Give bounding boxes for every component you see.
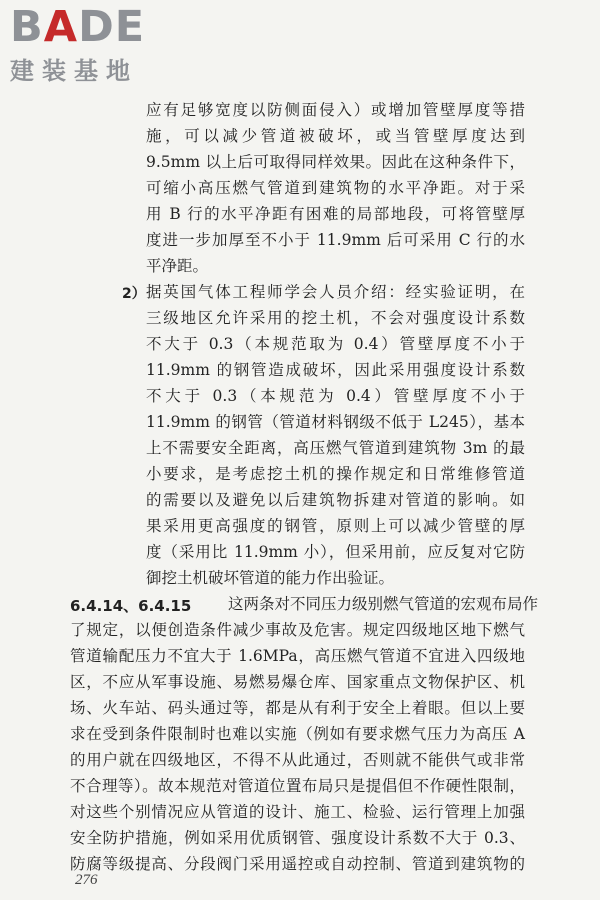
list-item-number: 2） [122,286,146,302]
text-line: 据英国气体工程师学会人员介绍：经实验证明，在 [146,283,525,301]
page-number: 276 [75,872,98,888]
text-line: 求在受到条件限制时也难以实施（例如有要求燃气压力为高压 A [70,725,525,743]
text-line: 区，不应从军事设施、易燃易爆仓库、国家重点文物保护区、机 [70,673,525,691]
logo-wordmark [10,4,190,50]
text-line: 管道输配压力不宜大于 1.6MPa，高压燃气管道不宜进入四级地 [70,647,525,665]
text-line: 用 B 行的水平净距有困难的局部地段，可将管壁厚 [146,205,525,223]
text-line: 不大于 0.3（本规范取为 0.4）管壁厚度不小于 [146,335,525,353]
logo-letter-b: B [10,2,44,52]
text-line: 小要求，是考虑挖土机的操作规定和日常维修管道 [146,465,525,483]
text-line: 度进一步加厚至不小于 11.9mm 后可采用 C 行的水 [146,231,525,249]
text-line: 11.9mm 的钢管造成破坏，因此采用强度设计系数 [146,361,525,379]
text-line: 11.9mm 的钢管（管道材料钢级不低于 L245），基本 [146,413,525,431]
logo-subtitle: 建装基地 [10,57,138,85]
text-line: 御挖土机破坏管道的能力作出验证。 [146,569,395,587]
text-line: 三级地区允许采用的挖土机，不会对强度设计系数 [146,309,525,327]
text-line: 应有足够宽度以防侧面侵入）或增加管壁厚度等措 [146,101,525,119]
section-number: 6.4.14、6.4.15 [70,597,192,615]
text-line: 施，可以减少管道被破坏，或当管壁厚度达到 [146,127,525,145]
text-line: 安全防护措施，例如采用优质钢管、强度设计系数不大于 0.3、 [70,829,525,847]
text-line: 的需要以及避免以后建筑物拆建对管道的影响。如 [146,491,525,509]
text-line: 不合理等）。故本规范对管道位置布局只是提倡但不作硬性限制， [70,777,525,795]
text-line: 这两条对不同压力级别燃气管道的宏观布局作 [228,595,539,613]
text-line: 9.5mm 以上后可取得同样效果。因此在这种条件下， [146,153,525,171]
text-line: 场、火车站、码头通过等，都是从有利于安全上着眼。但以上要 [70,699,525,717]
text-line: 果采用更高强度的钢管，原则上可以减少管壁的厚 [146,517,525,535]
text-line: 平净距。 [146,257,209,275]
text-line: 上不需要安全距离，高压燃气管道到建筑物 3m 的最 [146,439,525,457]
text-line: 不大于 0.3（本规范为 0.4）管壁厚度不小于 [146,387,525,405]
text-line: 对这些个别情况应从管道的设计、施工、检验、运行管理上加强 [70,803,525,821]
brand-logo [10,4,190,94]
text-line: 度（采用比 11.9mm 小），但采用前，应反复对它防 [146,543,525,561]
logo-letter-a: A [43,2,79,52]
text-line: 的用户就在四级地区，不得不从此通过，否则就不能供气或非常 [70,751,525,769]
text-line: 防腐等级提高、分段阀门采用遥控或自动控制、管道到建筑物的 [70,855,525,873]
text-line: 可缩小高压燃气管道到建筑物的水平净距。对于采 [146,179,525,197]
logo-letters-de: DE [78,2,146,52]
text-line: 了规定，以便创造条件减少事故及危害。规定四级地区地下燃气 [70,621,525,639]
